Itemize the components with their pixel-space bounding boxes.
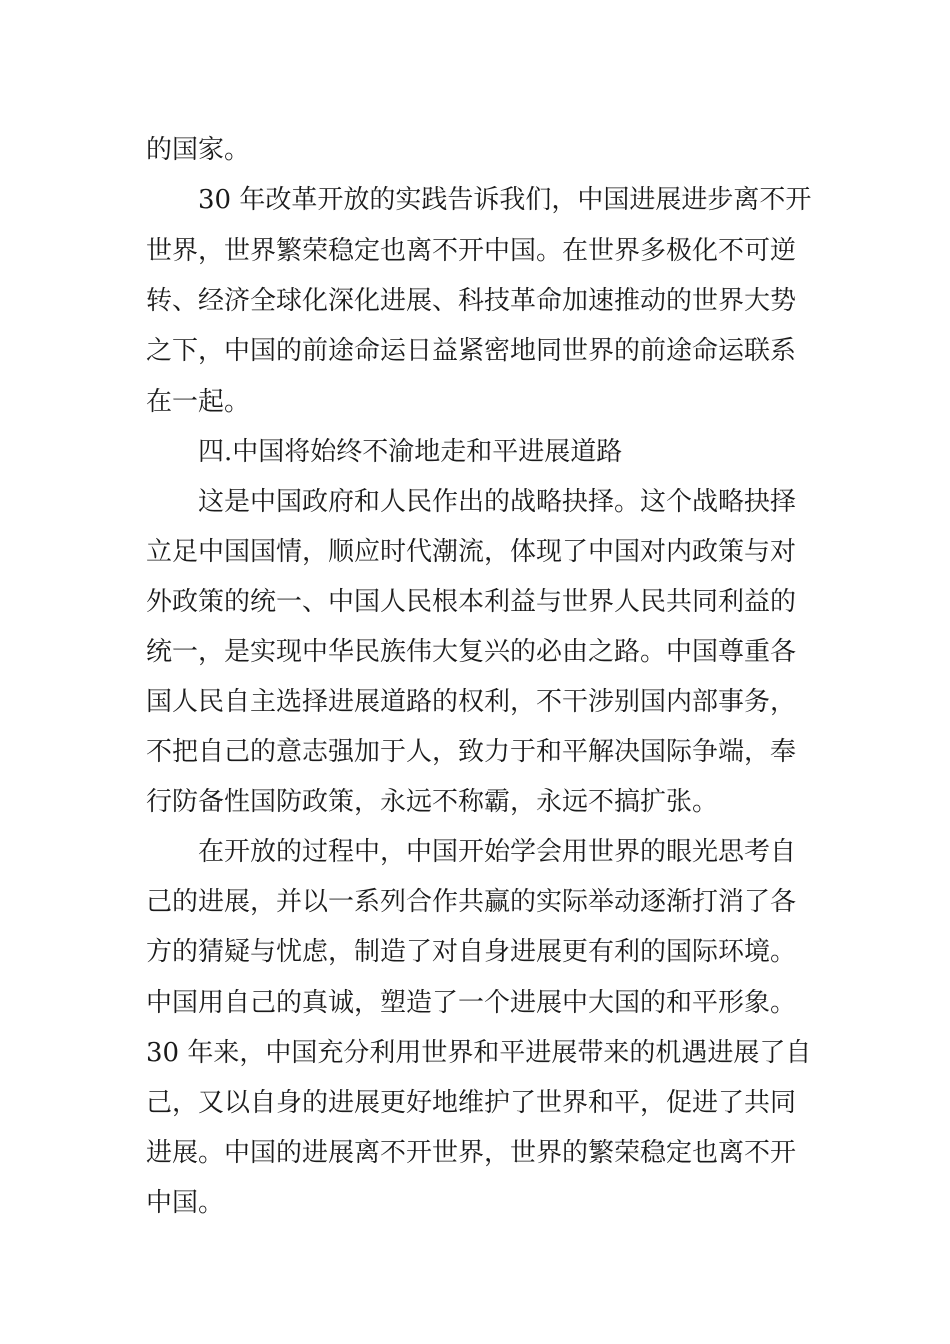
text-line: 己的进展，并以一系列合作共赢的实际举动逐渐打消了各 (146, 887, 797, 917)
text-line: 进展。中国的进展离不开世界，世界的繁荣稳定也离不开 (146, 1138, 797, 1168)
text-line: 的国家。 (146, 135, 251, 165)
text-line: 己，又以自身的进展更好地维护了世界和平，促进了共同 (146, 1088, 797, 1118)
text-line: 之下，中国的前途命运日益紧密地同世界的前途命运联系 (146, 336, 797, 366)
text-line: 统一，是实现中华民族伟大复兴的必由之路。中国尊重各 (146, 637, 797, 667)
text-line: 在一起。 (146, 387, 251, 417)
text-line: 转、经济全球化深化进展、科技革命加速推动的世界大势 (146, 286, 797, 316)
text-line: 不把自己的意志强加于人，致力于和平解决国际争端，奉 (146, 737, 797, 767)
text-line: 外政策的统一、中国人民根本利益与世界人民共同利益的 (146, 587, 797, 617)
text-line: 中国用自己的真诚，塑造了一个进展中大国的和平形象。 (146, 988, 797, 1018)
text-line: 方的猜疑与忧虑，制造了对自身进展更有利的国际环境。 (146, 937, 797, 967)
text-line: 中国。 (146, 1188, 225, 1218)
text-line: 立足中国国情，顺应时代潮流，体现了中国对内政策与对 (146, 537, 797, 567)
paragraph-first-line: 30 年改革开放的实践告诉我们，中国进展进步离不开 (198, 185, 812, 215)
text-line: 行防备性国防政策，永远不称霸，永远不搞扩张。 (146, 787, 719, 817)
paragraph-first-line: 这是中国政府和人民作出的战略抉择。这个战略抉择 (198, 487, 797, 517)
text-line: 世界，世界繁荣稳定也离不开中国。在世界多极化不可逆 (146, 236, 797, 266)
text-line: 30 年来，中国充分利用世界和平进展带来的机遇进展了自 (146, 1038, 812, 1068)
text-line: 国人民自主选择进展道路的权利，不干涉别国内部事务， (146, 687, 797, 717)
section-heading: 四.中国将始终不渝地走和平进展道路 (198, 437, 623, 467)
paragraph-first-line: 在开放的过程中，中国开始学会用世界的眼光思考自 (198, 837, 797, 867)
